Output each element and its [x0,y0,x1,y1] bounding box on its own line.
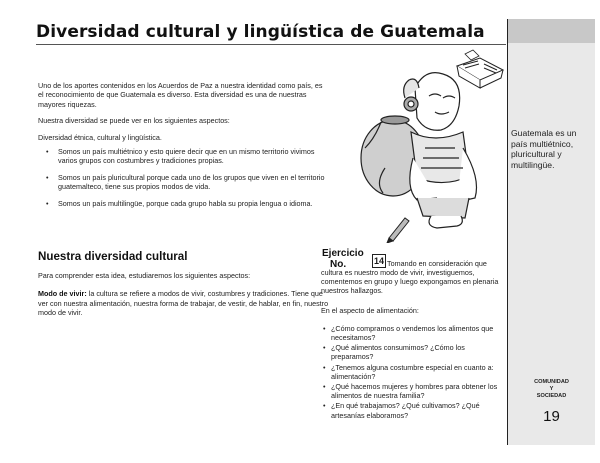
ejercicio-label [322,248,364,270]
sidebar-note: Guatemala es un país multiétnico, pluricultural y multilingüe. [511,128,577,170]
modo-paragraph [38,289,330,317]
book-icon [457,58,503,88]
exercise-intro: Tomando en consideración que [387,259,487,268]
section-lead: Para comprender esta idea, estudiaremos los siguientes aspectos: [38,271,251,280]
sidebar [507,19,595,445]
section-label-line: SOCIEDAD [536,393,567,399]
left-column [38,81,330,215]
intro-paragraph: Uno de los aportes contenidos en los Acuerdos de Paz a nuestra identidad como país, es el reconocimiento de que Guatemala es diverso. Esta diversidad es una de nuestras mayores riquezas. [38,81,323,109]
aspects-intro: Nuestra diversidad se puede ver en los siguientes aspectos: [38,116,230,126]
exercise-number-box: 14 [373,256,384,266]
section-label-line: COMUNIDAD [534,379,569,385]
exercise-body [321,268,501,421]
title-divider [36,44,506,45]
aspect-heading: En el aspecto de alimentación: [321,305,419,315]
modo-label: Modo de vivir: [38,289,87,299]
indigenous-figure-illustration [345,48,505,243]
list-item: • Somos un país pluricultural porque cada uno de los grupos que viven en el territorio guatemalteco, tiene sus propios modos de vida. [58,173,330,192]
section-title: Nuestra diversidad cultural [38,250,188,263]
list-item: • Somos un país multilingüe, porque cada grupo habla su propia lengua o idioma. [58,199,330,208]
ejercicio-word: Ejercicio [322,248,364,259]
section-body [38,271,330,318]
list-item: • Somos un país multiétnico y esto quiere decir que en un mismo territorio vivimos varios grupos con costumbres y tradiciones propias. [58,147,330,166]
exercise-instructions: cultura es nuestro modo de vivir, investiguemos, comentemos en grupo y luego expongamos en plenaria nuestros hallazgos. [321,268,499,296]
list-item: • ¿Qué alimentos consumimos? ¿Cómo los preparamos? [331,343,501,361]
diversity-heading: Diversidad étnica, cultural y lingüística. [38,132,162,142]
pencil-icon [387,218,409,243]
list-item: • ¿Cómo compramos o vendemos los alimentos que necesitamos? [331,324,501,342]
list-item: • ¿En qué trabajamos? ¿Qué cultivamos? ¿Qué artesanías elaboramos? [331,401,501,419]
questions-list [321,324,501,420]
ejercicio-no: No. [330,259,347,270]
list-item: • ¿Tenemos alguna costumbre especial en cuanto a: alimentación? [331,363,501,381]
list-item: • ¿Qué hacemos mujeres y hombres para obtener los alimentos de nuestra familia? [331,382,501,400]
sidebar-header-band [508,19,595,43]
modo-text: la cultura se refiere a modos de vivir, costumbres y tradiciones. Tiene que ver con nuestra alimentación, nuestra forma de trabajar, de vestir, de hablar, en fin, nuestro modo de vivir. [38,289,329,318]
section-label-line: Y [549,386,554,392]
page-title: Diversidad cultural y lingüística de Guatemala [36,22,485,42]
page-number: 19 [543,408,560,425]
figure-body [404,73,477,228]
diversity-list [38,147,330,208]
section-label [508,379,595,400]
